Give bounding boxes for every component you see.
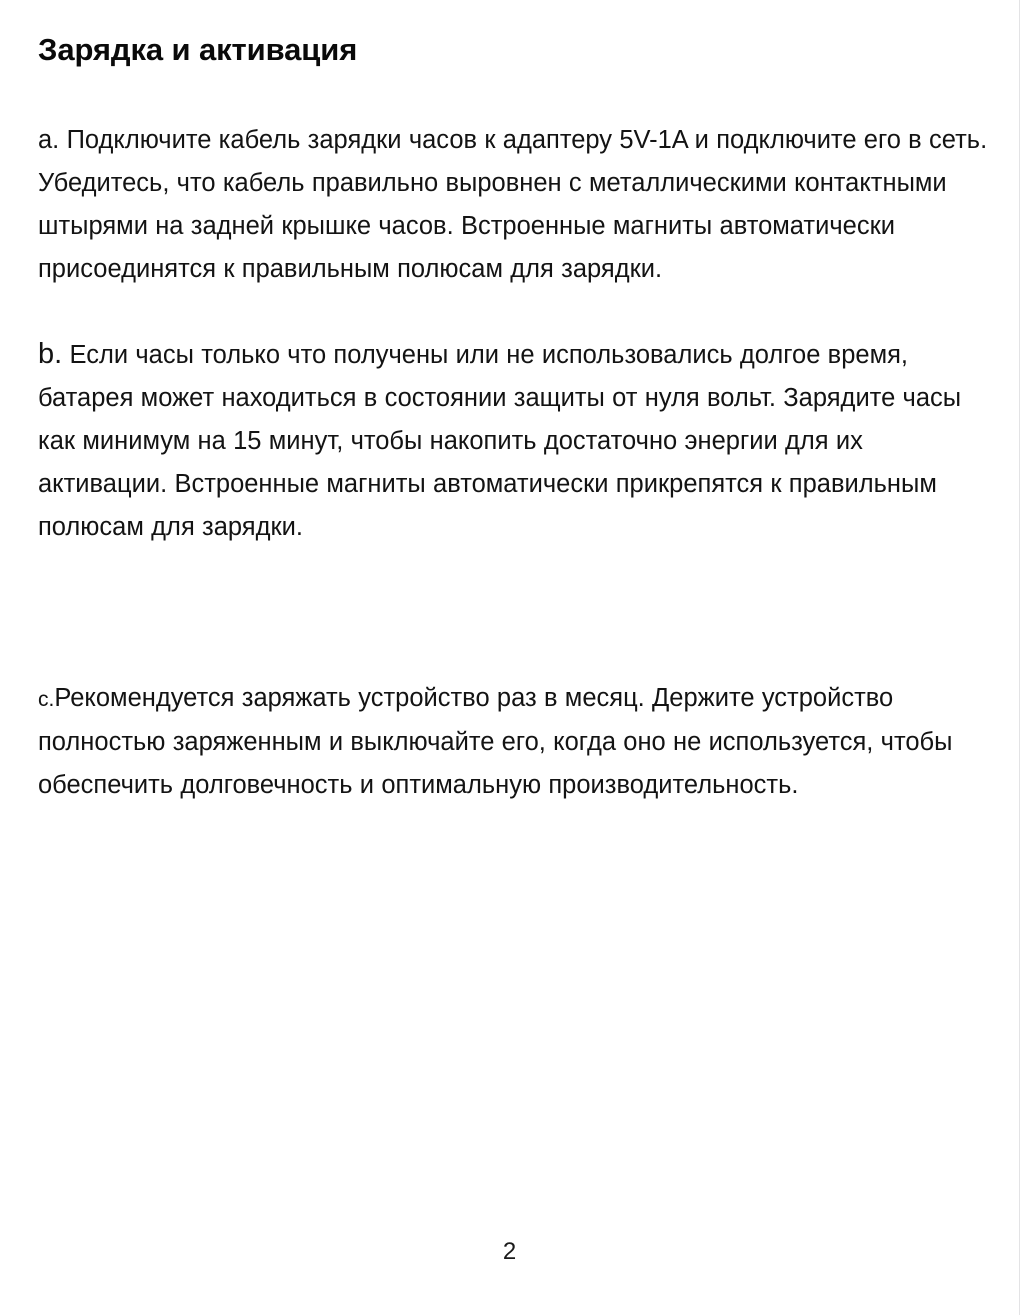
paragraph-a — [38, 69, 988, 291]
page-title: Зарядка и активация — [38, 32, 358, 67]
page-number: 2 — [502, 1238, 517, 1265]
paragraph-c-text: Рекомендуется заряжать устройство раз в месяц. Держите устройство полностью заряженным и выключайте его, когда оно не используется, чтобы обеспечить долговечность и оптимальную производительность. — [38, 684, 953, 799]
paragraph-b-marker: b. — [38, 338, 63, 370]
paragraph-c — [38, 549, 988, 807]
paragraph-c-marker: c. — [38, 688, 55, 711]
paragraph-a-space — [59, 126, 66, 154]
paragraph-b — [38, 291, 988, 549]
page-content — [38, 0, 988, 807]
paragraph-a-marker: a. — [38, 126, 60, 154]
paragraph-a-text: Подключите кабель зарядки часов к адаптеру 5V-1A и подключите его в сеть. Убедитесь, что кабель правильно выровнен с металлическими контактными штырями на задней крышке часов. Встроенные магниты автоматически присоединятся к правильным полюсам для зарядки. — [38, 126, 988, 283]
paragraph-b-text: Если часы только что получены или не использовались долгое время, батарея может находиться в состоянии защиты от нуля вольт. Зарядите часы как минимум на 15 минут, чтобы накопить достаточно энергии для их активации. Встроенные магниты автоматически прикрепятся к правильным полюсам для зарядки. — [38, 341, 962, 541]
